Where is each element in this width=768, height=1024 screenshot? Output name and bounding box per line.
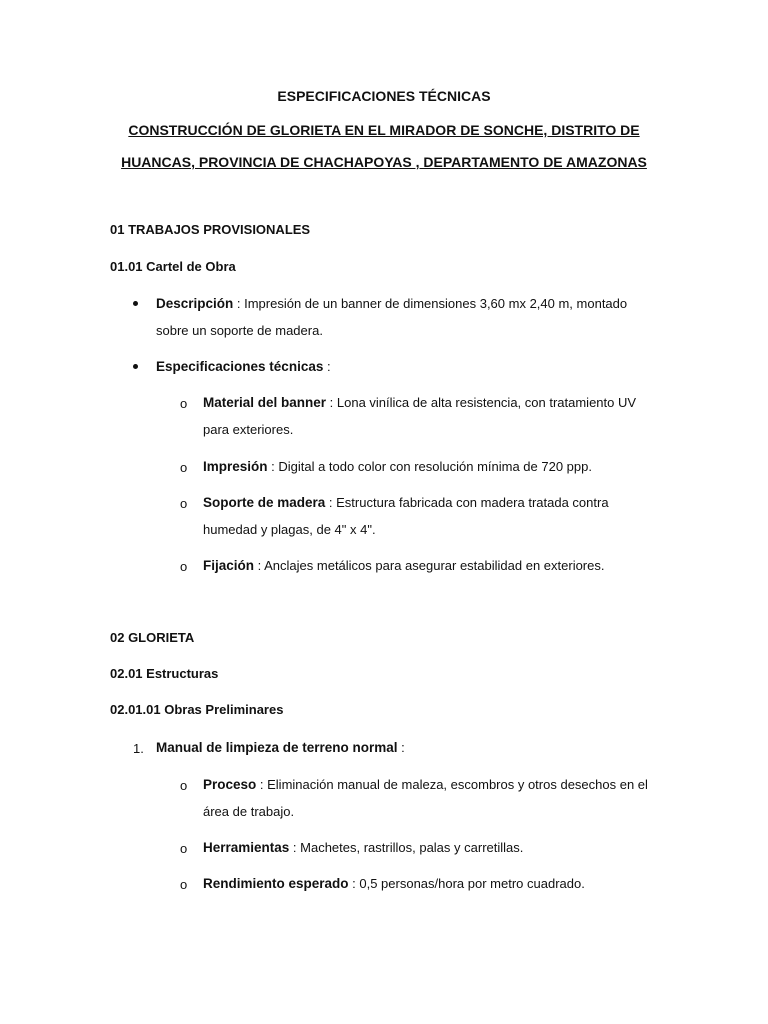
sub-bullet-marker: o bbox=[180, 460, 188, 475]
subsection-heading-02-01: 02.01 Estructuras bbox=[110, 666, 219, 681]
list-subitem bbox=[203, 389, 665, 443]
item-label: Impresión bbox=[203, 459, 268, 474]
bullet-dot-icon bbox=[133, 364, 138, 369]
section-heading-02: 02 GLORIETA bbox=[110, 630, 195, 645]
item-text: : 0,5 personas/hora por metro cuadrado. bbox=[348, 876, 585, 891]
page-title: ESPECIFICACIONES TÉCNICAS bbox=[277, 88, 491, 104]
item-label: Material del banner bbox=[203, 395, 327, 410]
item-label: Rendimiento esperado bbox=[203, 876, 349, 891]
item-text: : Estructura fabricada con madera tratada contra humedad y plagas, de 4" x 4". bbox=[203, 495, 609, 537]
sub-bullet-marker: o bbox=[180, 496, 188, 511]
item-text: : Lona vinílica de alta resistencia, con tratamiento UV para exteriores. bbox=[203, 395, 637, 437]
project-subtitle: CONSTRUCCIÓN DE GLORIETA EN EL MIRADOR DE SONCHE, DISTRITO DE HUANCAS, PROVINCIA DE CHACHAPOYAS , DEPARTAMENTO DE AMAZONAS bbox=[121, 122, 647, 170]
sub-bullet-marker: o bbox=[180, 877, 188, 892]
sub-bullet-marker: o bbox=[180, 841, 188, 856]
list-subitem bbox=[203, 870, 665, 897]
list-subitem bbox=[203, 552, 665, 579]
subsection-heading-01-01: 01.01 Cartel de Obra bbox=[110, 259, 236, 274]
sub-bullet-marker: o bbox=[180, 778, 188, 793]
item-text: : Machetes, rastrillos, palas y carretillas. bbox=[289, 840, 524, 855]
item-text: : bbox=[323, 359, 331, 374]
section-heading-01: 01 TRABAJOS PROVISIONALES bbox=[110, 222, 311, 237]
list-subitem bbox=[203, 771, 665, 825]
sub-bullet-marker: o bbox=[180, 396, 188, 411]
item-text: : Anclajes metálicos para asegurar estabilidad en exteriores. bbox=[254, 558, 605, 573]
item-label: Fijación bbox=[203, 558, 255, 573]
sub-bullet-marker: o bbox=[180, 559, 188, 574]
list-item-limpieza bbox=[156, 734, 656, 761]
item-label: Soporte de madera bbox=[203, 495, 326, 510]
item-text: : Digital a todo color con resolución mínima de 720 ppp. bbox=[267, 459, 592, 474]
item-text: : Eliminación manual de maleza, escombros y otros desechos en el área de trabajo. bbox=[203, 777, 648, 819]
item-label: Especificaciones técnicas bbox=[156, 359, 324, 374]
item-text: : bbox=[397, 740, 405, 755]
subsection-heading-02-01-01: 02.01.01 Obras Preliminares bbox=[110, 702, 284, 717]
list-subitem bbox=[203, 834, 665, 861]
item-label: Herramientas bbox=[203, 840, 290, 855]
item-label: Manual de limpieza de terreno normal bbox=[156, 740, 398, 755]
list-subitem bbox=[203, 489, 665, 543]
item-text: : Impresión de un banner de dimensiones 3,60 mx 2,40 m, montado sobre un soporte de madera. bbox=[156, 296, 628, 338]
item-label: Proceso bbox=[203, 777, 257, 792]
numbered-marker: 1. bbox=[133, 741, 144, 756]
list-item-especificaciones bbox=[156, 353, 656, 380]
list-item-descripcion bbox=[156, 290, 656, 344]
item-label: Descripción bbox=[156, 296, 234, 311]
bullet-dot-icon bbox=[133, 301, 138, 306]
list-subitem bbox=[203, 453, 665, 480]
